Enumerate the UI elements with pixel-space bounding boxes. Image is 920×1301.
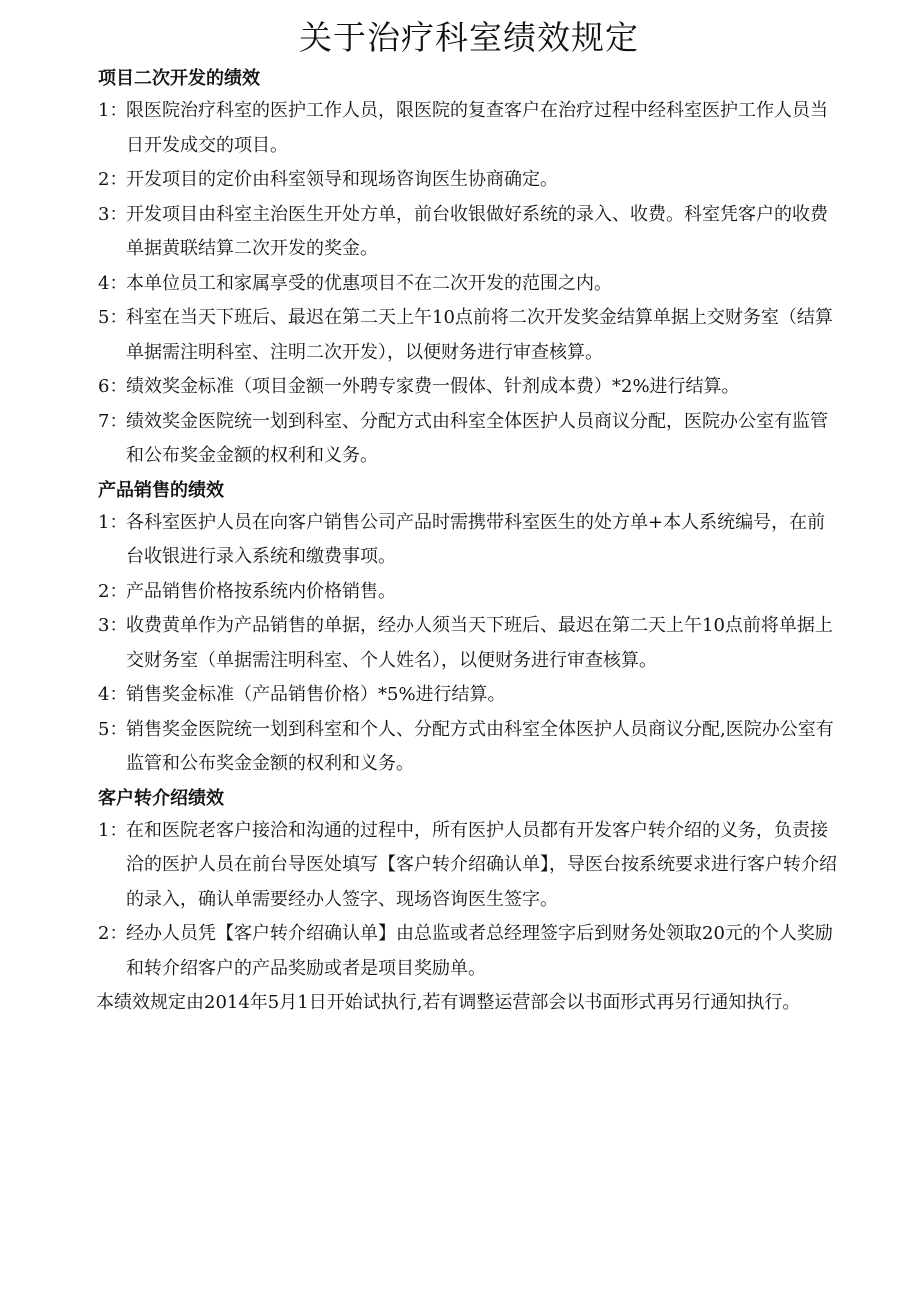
rule-list (98, 94, 840, 474)
rule-number: 2： (98, 923, 128, 944)
section-project (98, 64, 840, 474)
rule-text: 限医院治疗科室的医护工作人员，限医院的复查客户在治疗过程中经科室医护工作人员当日开发成交的项目。 (126, 100, 828, 156)
rule-item (98, 163, 840, 198)
rule-item (98, 94, 840, 163)
rule-item (98, 506, 840, 575)
rule-item (98, 370, 840, 405)
rule-text: 产品销售价格按系统内价格销售。 (126, 580, 396, 602)
section-referral (98, 784, 840, 987)
rule-item (98, 301, 840, 370)
rule-item (98, 713, 840, 782)
rule-text: 开发项目由科室主治医生开处方单，前台收银做好系统的录入、收费。科室凭客户的收费单据黄联结算二次开发的奖金。 (126, 203, 828, 259)
rule-text: 开发项目的定价由科室领导和现场咨询医生协商确定。 (126, 169, 558, 190)
rule-text: 本单位员工和家属享受的优惠项目不在二次开发的范围之内。 (126, 272, 612, 294)
rule-number: 5： (98, 307, 128, 328)
rule-number: 2： (98, 169, 128, 190)
rule-number: 7： (98, 410, 128, 432)
rule-text: 收费黄单作为产品销售的单据，经办人须当天下班后、最迟在第二天上午10点前将单据上交财务室（单据需注明科室、个人姓名），以便财务进行审查核算。 (126, 615, 833, 671)
rule-number: 3： (98, 203, 128, 225)
rule-item (98, 609, 840, 678)
rule-number: 2： (98, 580, 128, 602)
rule-number: 1： (98, 819, 128, 841)
rule-text: 销售奖金标准（产品销售价格）*5%进行结算。 (126, 684, 506, 705)
rule-text: 绩效奖金医院统一划到科室、分配方式由科室全体医护人员商议分配，医院办公室有监管和公布奖金金额的权利和义务。 (126, 410, 828, 466)
rule-item (98, 267, 840, 302)
rule-text: 经办人员凭【客户转介绍确认单】由总监或者总经理签字后到财务处领取20元的个人奖励和转介绍客户的产品奖励或者是项目奖励单。 (126, 923, 833, 979)
rule-list (98, 814, 840, 987)
rule-text: 绩效奖金标准（项目金额一外聘专家费一假体、针剂成本费）*2%进行结算。 (126, 376, 740, 397)
rule-item (98, 405, 840, 474)
rule-number: 5： (98, 718, 128, 740)
rule-number: 4： (98, 684, 128, 705)
rule-item (98, 575, 840, 610)
rule-item (98, 198, 840, 267)
rule-number: 4： (98, 272, 128, 294)
rule-text: 各科室医护人员在向客户销售公司产品时需携带科室医生的处方单+本人系统编号，在前台收银进行录入系统和缴费事项。 (126, 511, 826, 567)
rule-number: 3： (98, 615, 128, 636)
rule-number: 1： (98, 100, 128, 121)
rule-number: 1： (98, 511, 128, 533)
rule-list (98, 506, 840, 782)
rule-text: 科室在当天下班后、最迟在第二天上午10点前将二次开发奖金结算单据上交财务室（结算单据需注明科室、注明二次开发），以便财务进行审查核算。 (126, 307, 833, 363)
rule-text: 销售奖金医院统一划到科室和个人、分配方式由科室全体医护人员商议分配,医院办公室有监管和公布奖金金额的权利和义务。 (126, 718, 834, 774)
document-title: 关于治疗科室绩效规定 (299, 18, 639, 57)
section-heading: 产品销售的绩效 (98, 479, 224, 501)
section-heading: 客户转介绍绩效 (98, 787, 224, 809)
section-heading: 项目二次开发的绩效 (98, 68, 260, 89)
rule-item (98, 917, 840, 986)
rule-number: 6： (98, 376, 128, 397)
rule-item (98, 678, 840, 713)
rule-item (98, 814, 840, 918)
rule-text: 在和医院老客户接洽和沟通的过程中，所有医护人员都有开发客户转介绍的义务，负责接洽的医护人员在前台导医处填写【客户转介绍确认单】，导医台按系统要求进行客户转介绍的录入，确认单需要经办人签字、现场咨询医生签字。 (126, 819, 837, 910)
section-product (98, 476, 840, 782)
effective-date-note: 本绩效规定由2014年5月1日开始试执行,若有调整运营部会以书面形式再另行通知执行。 (96, 992, 801, 1013)
